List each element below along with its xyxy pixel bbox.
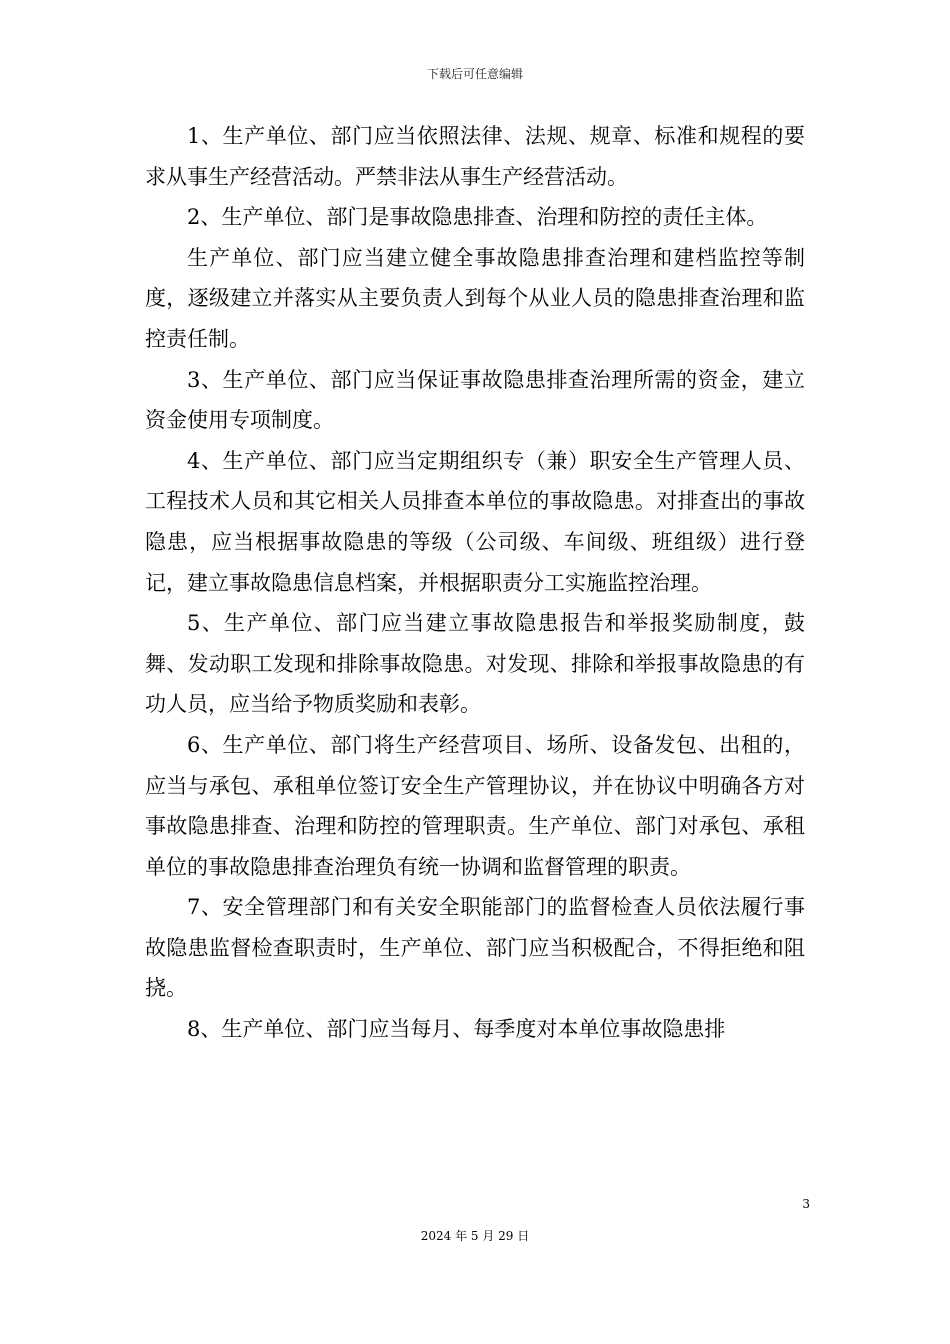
page-number: 3: [802, 1197, 810, 1211]
document-body: [145, 116, 805, 1050]
paragraph-3: 生产单位、部门应当建立健全事故隐患排查治理和建档监控等制度，逐级建立并落实从主要负责人到每个从业人员的隐患排查治理和监控责任制。: [145, 245, 805, 351]
page-footer-date: 2024 年 5 月 29 日: [420, 1229, 530, 1243]
paragraph-2: 2、生产单位、部门是事故隐患排查、治理和防控的责任主体。: [187, 205, 768, 230]
paragraph-9: 8、生产单位、部门应当每月、每季度对本单位事故隐患排: [187, 1017, 726, 1042]
paragraph-7: 6、生产单位、部门将生产经营项目、场所、设备发包、出租的，应当与承包、承租单位签订安全生产管理协议，并在协议中明确各方对事故隐患排查、治理和防控的管理职责。生产单位、部门对承包、承租单位的事故隐患排查治理负有统一协调和监督管理的职责。: [145, 732, 805, 879]
paragraph-8: 7、安全管理部门和有关安全职能部门的监督检查人员依法履行事故隐患监督检查职责时，生产单位、部门应当积极配合，不得拒绝和阻挠。: [145, 895, 805, 1001]
paragraph-5: 4、生产单位、部门应当定期组织专（兼）职安全生产管理人员、工程技术人员和其它相关人员排查本单位的事故隐患。对排查出的事故隐患，应当根据事故隐患的等级（公司级、车间级、班组级）进行登记，建立事故隐患信息档案，并根据职责分工实施监控治理。: [145, 448, 805, 595]
page-header: 下载后可任意编辑: [426, 67, 523, 81]
paragraph-4: 3、生产单位、部门应当保证事故隐患排查治理所需的资金，建立资金使用专项制度。: [145, 367, 805, 433]
paragraph-6: 5、生产单位、部门应当建立事故隐患报告和举报奖励制度，鼓舞、发动职工发现和排除事故隐患。对发现、排除和举报事故隐患的有功人员，应当给予物质奖励和表彰。: [145, 611, 805, 717]
paragraph-1: 1、生产单位、部门应当依照法律、法规、规章、标准和规程的要求从事生产经营活动。严禁非法从事生产经营活动。: [145, 124, 805, 189]
